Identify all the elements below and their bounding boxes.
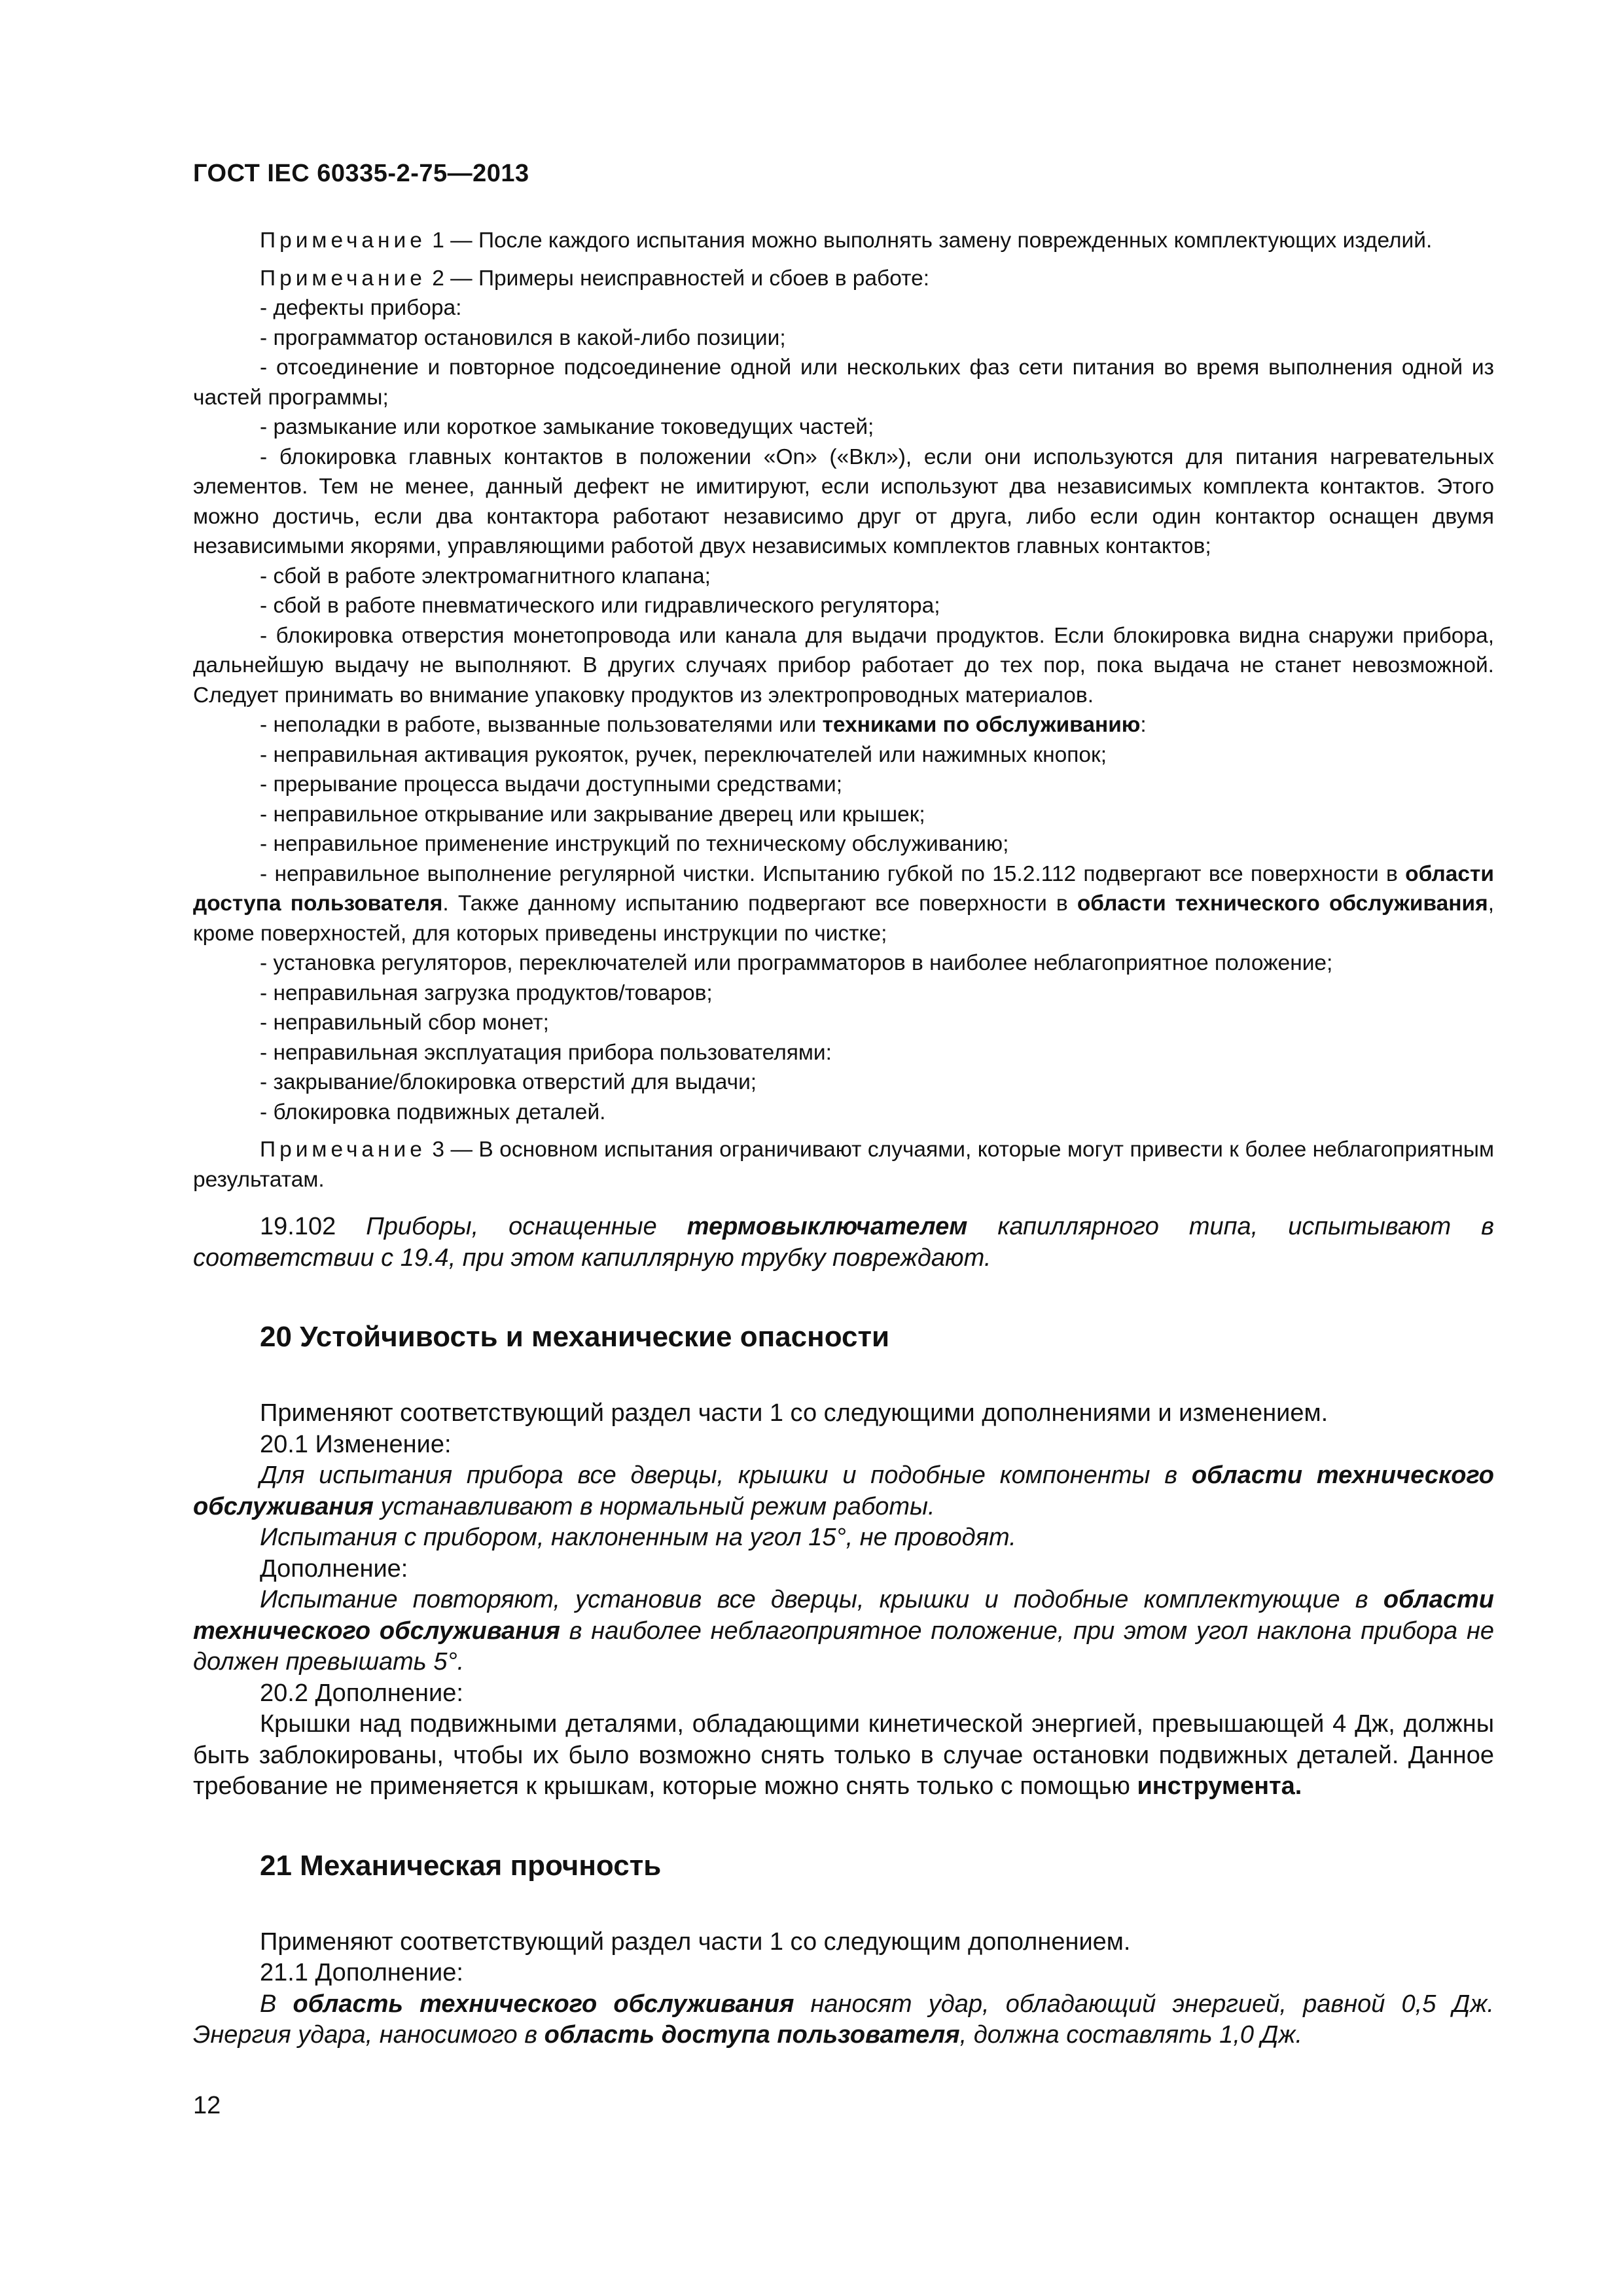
term-bold: области доступа пользователя	[193, 861, 1494, 916]
clause-20-1-addition: Испытание повторяют, установив все дверцы, крышки и подобные комплектующие в области технического обслуживания в наиболее неблагоприятное положение, при этом угол наклона прибора не должен превышать 5°.	[193, 1586, 1494, 1676]
clause-20-1-text: Испытания с прибором, наклоненным на угол 15°, не проводят.	[260, 1524, 1016, 1551]
clause-21-1-text: В область технического обслуживания наносят удар, обладающий энергией, равной 0,5 Дж. Энергия удара, наносимого в область доступа пользователя, должна составлять 1,0 Дж.	[193, 1990, 1494, 2049]
note-label: Примечание	[260, 266, 426, 291]
note-3: Примечание 3 — В основном испытания ограничивают случаями, которые могут привести к более неблагоприятным результатам.	[193, 1138, 1494, 1192]
addition-label: Дополнение:	[260, 1554, 408, 1583]
clause-19-102: 19.102 Приборы, оснащенные термовыключателем капиллярного типа, испытывают в соответствии с 19.4, при этом капиллярную трубку повреждают.	[193, 1213, 1494, 1272]
list-item: - неправильное открывание или закрывание дверец или крышек;	[260, 802, 925, 827]
list-item: - размыкание или короткое замыкание токоведущих частей;	[260, 415, 874, 439]
document-body	[193, 226, 1494, 2051]
list-item: - блокировка отверстия монетопровода или канала для выдачи продуктов. Если блокировка видна снаружи прибора, дальнейшую выдачу не выполняют. В других случаях прибор работает до тех пор, пока выдача не станет невозможной. Следует принимать во внимание упаковку продуктов из электропроводных материалов.	[193, 623, 1494, 708]
list-item: - блокировка подвижных деталей.	[260, 1100, 606, 1124]
term-bold: области технического обслуживания	[193, 1586, 1494, 1645]
list-item: - прерывание процесса выдачи доступными средствами;	[260, 772, 843, 797]
note-label: Примечание	[260, 1138, 426, 1162]
note-2: Примечание 2 — Примеры неисправностей и сбоев в работе:	[260, 266, 930, 291]
term-bold: области технического обслуживания	[1077, 891, 1488, 916]
section-20-heading: 20 Устойчивость и механические опасности	[260, 1321, 890, 1353]
clause-20-1-text: Для испытания прибора все дверцы, крышки и подобные компоненты в области технического обслуживания устанавливают в нормальный режим работы.	[193, 1462, 1494, 1520]
list-item: - неправильная загрузка продуктов/товаров;	[260, 980, 713, 1005]
list-item: - сбой в работе электромагнитного клапана;	[260, 564, 711, 588]
page-number: 12	[193, 2092, 221, 2119]
clause-20-2-text: Крышки над подвижными деталями, обладающими кинетической энергией, превышающей 4 Дж, должны быть заблокированы, чтобы их было возможно снять только в случае остановки подвижных деталей. Данное требование не применяется к крышкам, которые можно снять только с помощью инструмента.	[193, 1710, 1494, 1800]
list-item: - неправильная активация рукояток, ручек, переключателей или нажимных кнопок;	[260, 742, 1107, 767]
section-20-intro: Применяют соответствующий раздел части 1 со следующими дополнениями и изменением.	[260, 1399, 1329, 1427]
standard-code-header: ГОСТ IEC 60335-2-75—2013	[193, 160, 529, 187]
list-item: - неправильное применение инструкций по техническому обслуживанию;	[260, 832, 1009, 856]
list-item: - дефекты прибора:	[260, 296, 462, 320]
clause-20-2-label: 20.2 Дополнение:	[260, 1679, 463, 1707]
term-bold: техниками по обслуживанию	[822, 713, 1141, 737]
notes-block	[193, 226, 1494, 1194]
list-item: - сбой в работе пневматического или гидравлического регулятора;	[260, 594, 940, 618]
list-item: - неправильный сбор монет;	[260, 1011, 549, 1035]
term-bold: область доступа пользователя	[544, 2021, 960, 2049]
list-item: - закрывание/блокировка отверстий для выдачи;	[260, 1070, 757, 1094]
list-item: - неправильная эксплуатация прибора пользователями:	[260, 1040, 832, 1065]
note-1: Примечание 1 — После каждого испытания можно выполнять замену поврежденных комплектующих изделий.	[260, 228, 1433, 253]
clause-21-1-label: 21.1 Дополнение:	[260, 1959, 463, 1986]
main-text	[193, 1211, 1494, 2051]
section-21-heading: 21 Механическая прочность	[260, 1849, 662, 1882]
list-item: - неправильное выполнение регулярной чистки. Испытанию губкой по 15.2.112 подвергают все поверхности в области доступа пользователя. Также данному испытанию подвергают все поверхности в области технического обслуживания, кроме поверхностей, для которых приведены инструкции по чистке;	[193, 861, 1494, 946]
term-bold: область технического обслуживания	[293, 1990, 794, 2018]
section-21-intro: Применяют соответствующий раздел части 1 со следующим дополнением.	[260, 1928, 1131, 1956]
term-bold: термовыключателем	[687, 1213, 968, 1240]
term-bold: инструмента.	[1137, 1772, 1302, 1800]
note-label: Примечание	[260, 228, 426, 253]
list-item: - блокировка главных контактов в положении «On» («Вкл»), если они используются для питания нагревательных элементов. Тем не менее, данный дефект не имитируют, если используют два независимых комплекта контактов. Этого можно достичь, если два контактора работают независимо друг от друга, либо если один контактор оснащен двумя независимыми якорями, управляющими работой двух независимых комплектов главных контактов;	[193, 444, 1494, 558]
list-item: - программатор остановился в какой-либо позиции;	[260, 325, 786, 350]
list-item: - отсоединение и повторное подсоединение одной или нескольких фаз сети питания во время выполнения одной из частей программы;	[193, 355, 1494, 410]
list-item: - неполадки в работе, вызванные пользователями или техниками по обслуживанию:	[260, 713, 1147, 737]
term-bold: области технического обслуживания	[193, 1462, 1494, 1520]
list-item: - установка регуляторов, переключателей или программаторов в наиболее неблагоприятное положение;	[260, 951, 1333, 975]
clause-20-1-label: 20.1 Изменение:	[260, 1430, 452, 1458]
